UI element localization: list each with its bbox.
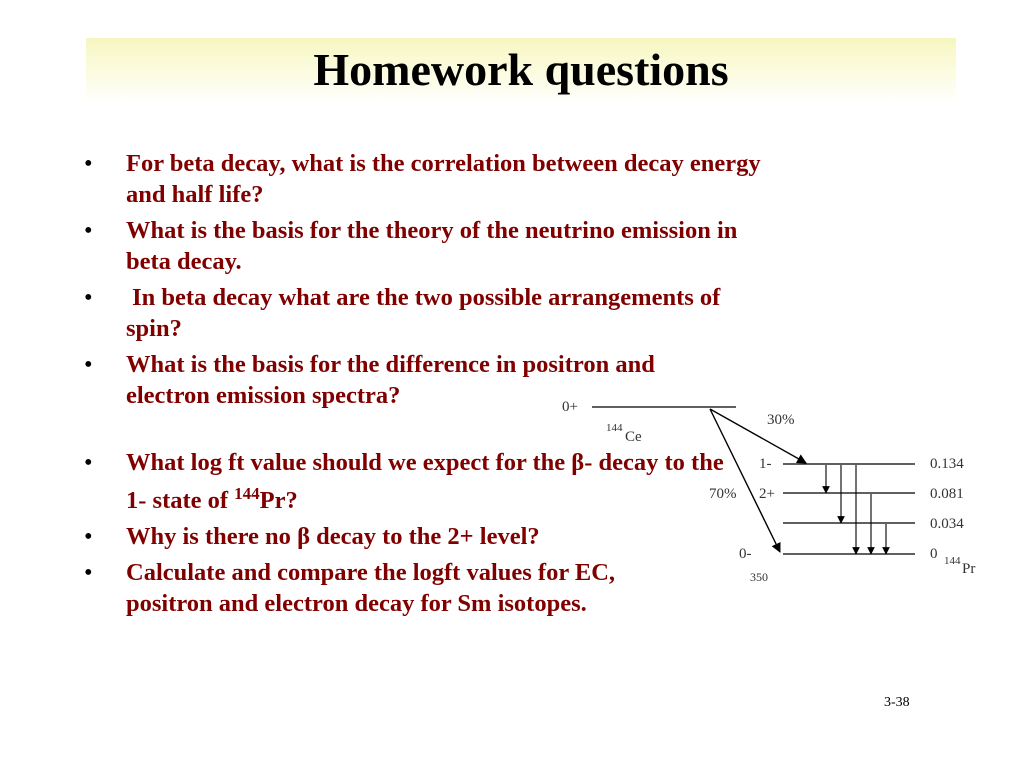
bullet-icon: • xyxy=(84,217,93,244)
parent-spin-label: 0+ xyxy=(562,399,578,415)
level-2-spin: 2+ xyxy=(759,486,775,502)
parent-mass-label: 144 xyxy=(606,422,623,434)
energy-label: 0.081 xyxy=(930,486,964,502)
bullet-text-post: Pr? xyxy=(259,487,298,515)
bullet-icon: • xyxy=(84,523,93,551)
energy-label: 0.034 xyxy=(930,516,964,532)
bullet-icon: • xyxy=(84,449,93,476)
beta-symbol: β xyxy=(297,523,310,551)
energy-label: 0.134 xyxy=(930,456,964,472)
energy-label: 0 xyxy=(930,546,938,562)
daughter-element-label: Pr xyxy=(962,561,976,577)
page-number: 3-38 xyxy=(884,695,910,710)
bullet-icon: • xyxy=(84,559,93,587)
branch-70-label: 70% xyxy=(709,486,737,502)
bullet-text-mid: - decay to the 1- state of xyxy=(126,449,724,515)
bullet-text-pre: What log ft value should we expect for the xyxy=(126,449,572,476)
bullet-text: In beta decay what are the two possible arrangements of spin? xyxy=(126,284,727,342)
bullet-text-post: decay to the 2+ level? xyxy=(309,523,540,551)
bullet-text: What is the basis for the theory of the neutrino emission in beta decay. xyxy=(126,217,738,275)
bullet-icon: • xyxy=(84,150,93,177)
bullet-icon: • xyxy=(84,284,93,311)
bullet-text-pre: Why is there no xyxy=(126,523,298,551)
mass-number: 144 xyxy=(234,484,260,503)
level-0-spin: 0- xyxy=(739,546,752,562)
bullet-text: For beta decay, what is the correlation between decay energy and half life? xyxy=(126,150,761,208)
beta-symbol: β xyxy=(571,449,585,476)
bullet-text: Calculate and compare the logft values for EC, positron and electron decay for Sm isotopes. xyxy=(126,559,616,618)
branch-30-label: 30% xyxy=(767,412,795,428)
bullet-text: What is the basis for the difference in positron and electron emission spectra? xyxy=(126,351,655,409)
parent-element-label: Ce xyxy=(625,429,642,445)
slide-title: Homework questions xyxy=(313,44,729,95)
level-0-sub: 350 xyxy=(750,570,768,584)
branch-70-arrow xyxy=(710,409,780,552)
level-1-spin: 1- xyxy=(759,456,772,472)
bullet-icon: • xyxy=(84,351,93,378)
daughter-mass-label: 144 xyxy=(944,555,961,567)
